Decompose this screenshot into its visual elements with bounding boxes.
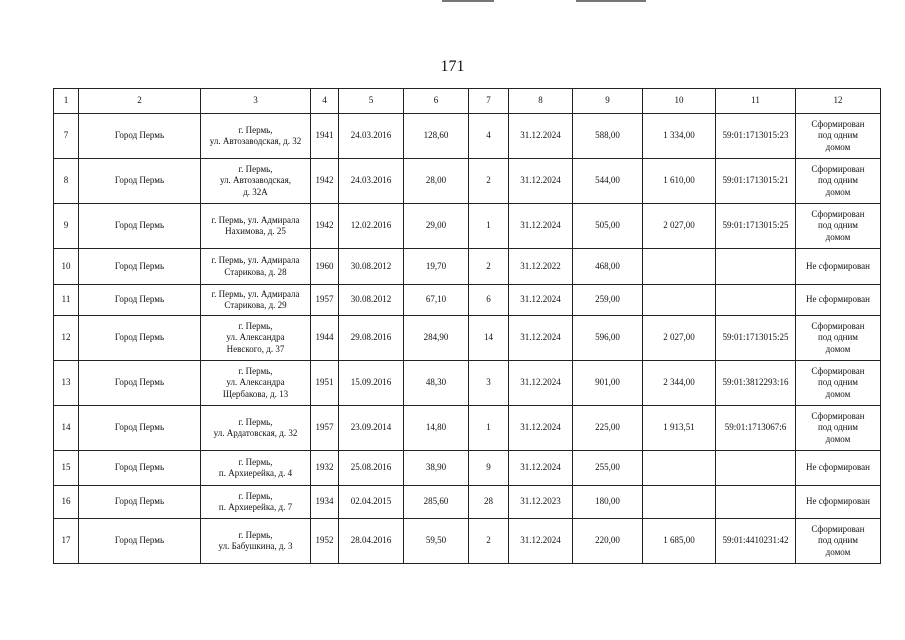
cell-municipality: Город Пермь xyxy=(79,249,201,285)
cell-year-built: 1942 xyxy=(311,159,339,204)
cell-residents: 1 xyxy=(469,204,509,249)
table-row xyxy=(54,361,881,406)
header-cell-cost: 9 xyxy=(573,89,643,114)
cell-cadastral-number: 59:01:1713067:6 xyxy=(716,406,796,451)
cell-cadastral-value xyxy=(643,451,716,486)
cell-cadastral-number xyxy=(716,451,796,486)
cell-year-built: 1960 xyxy=(311,249,339,285)
cell-cadastral-number: 59:01:3812293:16 xyxy=(716,361,796,406)
cell-area: 29,00 xyxy=(404,204,469,249)
cell-cadastral-value: 1 685,00 xyxy=(643,519,716,564)
cell-year-built: 1941 xyxy=(311,114,339,159)
cell-cadastral-value: 2 344,00 xyxy=(643,361,716,406)
cell-row-number: 9 xyxy=(54,204,79,249)
cell-cadastral-number xyxy=(716,486,796,519)
cell-cost: 505,00 xyxy=(573,204,643,249)
cell-deadline: 31.12.2024 xyxy=(509,114,573,159)
cell-area: 128,60 xyxy=(404,114,469,159)
cell-row-number: 11 xyxy=(54,285,79,316)
cell-date: 30.08.2012 xyxy=(339,249,404,285)
header-cell-year-built: 4 xyxy=(311,89,339,114)
table-row xyxy=(54,451,881,486)
cell-area: 67,10 xyxy=(404,285,469,316)
cell-cadastral-value xyxy=(643,285,716,316)
cell-land-status: Не сформирован xyxy=(796,451,881,486)
cell-deadline: 31.12.2024 xyxy=(509,159,573,204)
cell-residents: 6 xyxy=(469,285,509,316)
cell-date: 23.09.2014 xyxy=(339,406,404,451)
cell-cadastral-value: 1 610,00 xyxy=(643,159,716,204)
cell-land-status: Сформирован под одним домом xyxy=(796,159,881,204)
table-row xyxy=(54,486,881,519)
cell-address: г. Пермь, ул. Автозаводская, д. 32 xyxy=(201,114,311,159)
table-row xyxy=(54,249,881,285)
cell-cost: 220,00 xyxy=(573,519,643,564)
cell-land-status: Сформирован под одним домом xyxy=(796,361,881,406)
header-cell-address: 3 xyxy=(201,89,311,114)
cell-cost: 259,00 xyxy=(573,285,643,316)
cell-area: 19,70 xyxy=(404,249,469,285)
housing-register-table xyxy=(53,88,881,564)
cell-address: г. Пермь, п. Архиерейка, д. 7 xyxy=(201,486,311,519)
cell-deadline: 31.12.2023 xyxy=(509,486,573,519)
cell-area: 28,00 xyxy=(404,159,469,204)
cell-address: г. Пермь, ул. Адмирала Нахимова, д. 25 xyxy=(201,204,311,249)
cell-cadastral-number: 59:01:1713015:25 xyxy=(716,204,796,249)
cell-municipality: Город Пермь xyxy=(79,114,201,159)
cell-land-status: Не сформирован xyxy=(796,486,881,519)
cell-year-built: 1934 xyxy=(311,486,339,519)
cell-address: г. Пермь, ул. Автозаводская, д. 32А xyxy=(201,159,311,204)
cell-residents: 2 xyxy=(469,519,509,564)
cell-land-status: Сформирован под одним домом xyxy=(796,114,881,159)
cell-municipality: Город Пермь xyxy=(79,486,201,519)
cell-cost: 596,00 xyxy=(573,316,643,361)
header-cell-row-number: 1 xyxy=(54,89,79,114)
cell-date: 28.04.2016 xyxy=(339,519,404,564)
cell-address: г. Пермь, ул. Бабушкина, д. 3 xyxy=(201,519,311,564)
cell-cadastral-value: 1 913,51 xyxy=(643,406,716,451)
table-row xyxy=(54,316,881,361)
cell-area: 14,80 xyxy=(404,406,469,451)
cell-cadastral-value xyxy=(643,249,716,285)
cell-deadline: 31.12.2024 xyxy=(509,406,573,451)
cell-cost: 901,00 xyxy=(573,361,643,406)
cell-year-built: 1951 xyxy=(311,361,339,406)
cell-residents: 3 xyxy=(469,361,509,406)
table-row xyxy=(54,406,881,451)
cell-land-status: Сформирован под одним домом xyxy=(796,316,881,361)
cell-date: 24.03.2016 xyxy=(339,159,404,204)
cell-deadline: 31.12.2024 xyxy=(509,204,573,249)
header-cell-area: 6 xyxy=(404,89,469,114)
cell-area: 285,60 xyxy=(404,486,469,519)
cell-date: 24.03.2016 xyxy=(339,114,404,159)
cell-row-number: 14 xyxy=(54,406,79,451)
cell-date: 30.08.2012 xyxy=(339,285,404,316)
cell-residents: 2 xyxy=(469,159,509,204)
cell-deadline: 31.12.2024 xyxy=(509,361,573,406)
page-number: 171 xyxy=(440,58,465,75)
cell-address: г. Пермь, ул. Александра Невского, д. 37 xyxy=(201,316,311,361)
cell-date: 29.08.2016 xyxy=(339,316,404,361)
cell-municipality: Город Пермь xyxy=(79,451,201,486)
cell-deadline: 31.12.2024 xyxy=(509,519,573,564)
cell-municipality: Город Пермь xyxy=(79,406,201,451)
cell-year-built: 1957 xyxy=(311,285,339,316)
cell-cadastral-number: 59:01:4410231:42 xyxy=(716,519,796,564)
cell-residents: 28 xyxy=(469,486,509,519)
cell-municipality: Город Пермь xyxy=(79,361,201,406)
cell-municipality: Город Пермь xyxy=(79,204,201,249)
scan-mark xyxy=(576,0,646,2)
cell-residents: 1 xyxy=(469,406,509,451)
cell-land-status: Сформирован под одним домом xyxy=(796,519,881,564)
cell-municipality: Город Пермь xyxy=(79,519,201,564)
cell-cost: 468,00 xyxy=(573,249,643,285)
cell-date: 12.02.2016 xyxy=(339,204,404,249)
header-cell-date: 5 xyxy=(339,89,404,114)
cell-year-built: 1944 xyxy=(311,316,339,361)
table-row xyxy=(54,114,881,159)
cell-row-number: 13 xyxy=(54,361,79,406)
header-cell-land-status: 12 xyxy=(796,89,881,114)
cell-date: 02.04.2015 xyxy=(339,486,404,519)
cell-cadastral-number: 59:01:1713015:25 xyxy=(716,316,796,361)
cell-row-number: 15 xyxy=(54,451,79,486)
cell-cadastral-value: 2 027,00 xyxy=(643,316,716,361)
cell-cost: 255,00 xyxy=(573,451,643,486)
cell-deadline: 31.12.2022 xyxy=(509,249,573,285)
cell-year-built: 1942 xyxy=(311,204,339,249)
cell-address: г. Пермь, ул. Адмирала Старикова, д. 29 xyxy=(201,285,311,316)
header-cell-deadline: 8 xyxy=(509,89,573,114)
cell-cost: 225,00 xyxy=(573,406,643,451)
cell-municipality: Город Пермь xyxy=(79,159,201,204)
cell-area: 38,90 xyxy=(404,451,469,486)
cell-area: 59,50 xyxy=(404,519,469,564)
header-row xyxy=(54,89,881,114)
cell-cost: 588,00 xyxy=(573,114,643,159)
cell-residents: 9 xyxy=(469,451,509,486)
cell-cadastral-value xyxy=(643,486,716,519)
cell-cadastral-number: 59:01:1713015:21 xyxy=(716,159,796,204)
cell-area: 284,90 xyxy=(404,316,469,361)
cell-deadline: 31.12.2024 xyxy=(509,451,573,486)
cell-row-number: 8 xyxy=(54,159,79,204)
cell-cadastral-number xyxy=(716,285,796,316)
cell-land-status: Не сформирован xyxy=(796,285,881,316)
cell-date: 15.09.2016 xyxy=(339,361,404,406)
cell-row-number: 17 xyxy=(54,519,79,564)
cell-deadline: 31.12.2024 xyxy=(509,285,573,316)
cell-cost: 180,00 xyxy=(573,486,643,519)
cell-cost: 544,00 xyxy=(573,159,643,204)
cell-date: 25.08.2016 xyxy=(339,451,404,486)
cell-cadastral-number: 59:01:1713015:23 xyxy=(716,114,796,159)
cell-address: г. Пермь, ул. Ардатовская, д. 32 xyxy=(201,406,311,451)
cell-address: г. Пермь, ул. Адмирала Старикова, д. 28 xyxy=(201,249,311,285)
cell-cadastral-value: 2 027,00 xyxy=(643,204,716,249)
table-row xyxy=(54,519,881,564)
cell-municipality: Город Пермь xyxy=(79,316,201,361)
cell-row-number: 16 xyxy=(54,486,79,519)
cell-municipality: Город Пермь xyxy=(79,285,201,316)
cell-year-built: 1932 xyxy=(311,451,339,486)
cell-address: г. Пермь, ул. Александра Щербакова, д. 13 xyxy=(201,361,311,406)
cell-residents: 14 xyxy=(469,316,509,361)
header-cell-residents: 7 xyxy=(469,89,509,114)
cell-year-built: 1952 xyxy=(311,519,339,564)
cell-row-number: 12 xyxy=(54,316,79,361)
cell-deadline: 31.12.2024 xyxy=(509,316,573,361)
table-row xyxy=(54,285,881,316)
scan-mark xyxy=(442,0,494,2)
cell-area: 48,30 xyxy=(404,361,469,406)
table-row xyxy=(54,159,881,204)
header-cell-cadastral-value: 10 xyxy=(643,89,716,114)
cell-residents: 2 xyxy=(469,249,509,285)
cell-land-status: Не сформирован xyxy=(796,249,881,285)
header-cell-municipality: 2 xyxy=(79,89,201,114)
cell-address: г. Пермь, п. Архиерейка, д. 4 xyxy=(201,451,311,486)
cell-row-number: 7 xyxy=(54,114,79,159)
cell-year-built: 1957 xyxy=(311,406,339,451)
cell-cadastral-value: 1 334,00 xyxy=(643,114,716,159)
cell-land-status: Сформирован под одним домом xyxy=(796,204,881,249)
cell-residents: 4 xyxy=(469,114,509,159)
table-row xyxy=(54,204,881,249)
cell-cadastral-number xyxy=(716,249,796,285)
cell-land-status: Сформирован под одним домом xyxy=(796,406,881,451)
header-cell-cadastral-number: 11 xyxy=(716,89,796,114)
cell-row-number: 10 xyxy=(54,249,79,285)
